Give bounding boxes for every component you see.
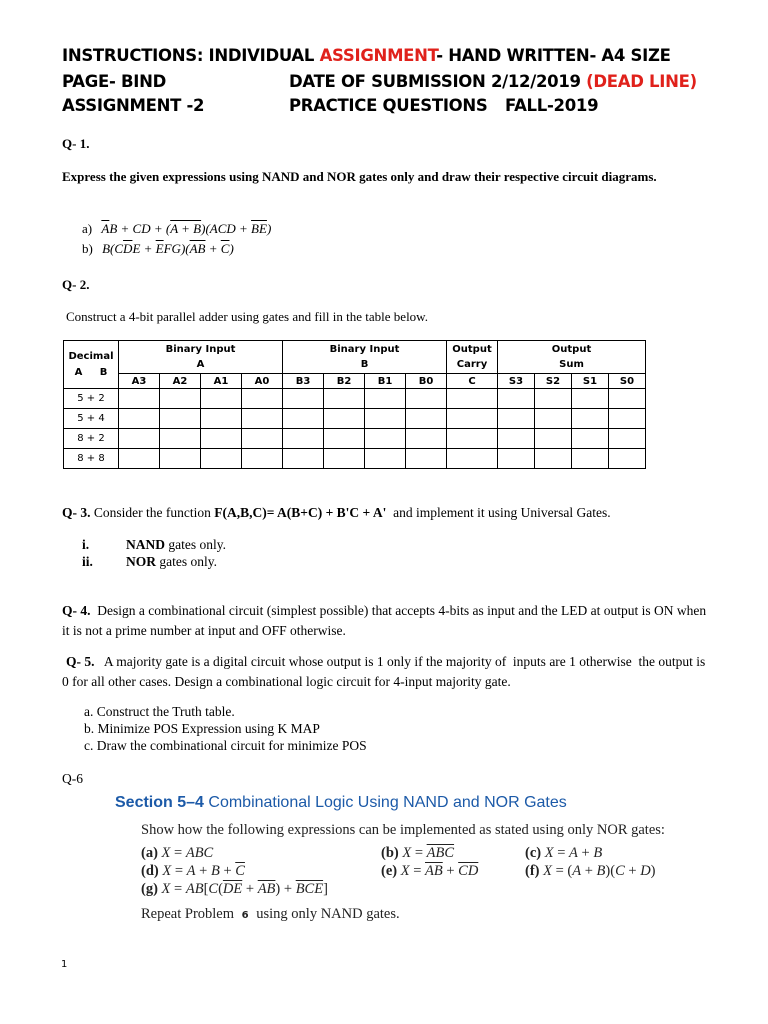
q2-label: Q- 2. xyxy=(62,277,90,292)
col-c: C xyxy=(447,374,498,389)
q6-expression-g: (g) $X = AB[C(\overline{DE} + \overline{AB}) + \overline{BCE}]$ xyxy=(141,881,328,897)
table-decimal-header xyxy=(64,341,119,389)
header-instructions: INSTRUCTIONS: INDIVIDUAL xyxy=(62,46,320,65)
q4-body: Design a combinational circuit (simplest possible) that accepts 4-bits as input and the LED at output is ON when it is not a prime number at input and OFF otherwise. xyxy=(62,603,710,638)
q5-text xyxy=(62,652,712,692)
q1-b-label: b) xyxy=(82,241,93,256)
output-carry-header xyxy=(447,341,498,374)
row-label: 8 + 8 xyxy=(64,449,119,469)
q1-a-label: a) xyxy=(82,221,93,236)
list-item: a. Construct the Truth table. xyxy=(84,704,235,719)
header-page-bind: PAGE- BIND xyxy=(62,72,166,91)
table-row xyxy=(64,429,646,449)
q3-text-post: and implement it using Universal Gates. xyxy=(386,505,611,520)
q6-expression-d: (d) $X = A + B + \overline{C}$ xyxy=(141,863,245,879)
col-s0: S0 xyxy=(609,374,646,389)
q5-label: Q- 5. xyxy=(66,654,95,669)
q6-g-label: (g) xyxy=(141,881,158,897)
q6-f-label: (f) xyxy=(525,863,540,879)
q3-ii-label: ii. xyxy=(82,554,93,569)
q5-list xyxy=(84,703,367,754)
q2-text: Construct a 4-bit parallel adder using gates and fill in the table below. xyxy=(66,309,428,324)
col-s3: S3 xyxy=(498,374,535,389)
q3-text-pre: Consider the function xyxy=(90,505,215,520)
q3-ii-rest: gates only. xyxy=(156,554,217,569)
header-submission xyxy=(289,72,697,91)
adder-table xyxy=(63,340,646,469)
a-label: A xyxy=(196,359,205,370)
table-row xyxy=(64,409,646,429)
carry-label: Carry xyxy=(456,359,488,370)
col-b1: B1 xyxy=(365,374,406,389)
decimal-label: Decimal xyxy=(68,350,114,362)
q6-e-label: (e) xyxy=(381,863,398,879)
q6-repeat-number: 6 xyxy=(241,910,249,921)
q6-repeat-post: using only NAND gates. xyxy=(252,906,400,922)
section-title: Combinational Logic Using NAND and NOR Gates xyxy=(203,794,567,811)
col-a2: A2 xyxy=(160,374,201,389)
q4-label: Q- 4. xyxy=(62,603,91,618)
q6-a-label: (a) xyxy=(141,845,158,861)
q3-i-rest: gates only. xyxy=(165,537,226,552)
q3-i-bold: NAND xyxy=(126,537,165,552)
q1-expression-a: a) $\overline{A}B$ + CD + $(A + B)(ACD + \overline{BE})$ xyxy=(82,221,272,236)
q6-expression-e: (e) $X = \overline{AB} + \overline{CD}$ xyxy=(381,863,479,879)
q6-c-label: (c) xyxy=(525,845,542,861)
col-s2: S2 xyxy=(535,374,572,389)
list-item: c. Draw the combinational circuit for minimize POS xyxy=(84,738,367,753)
q3-function: F(A,B,C)= A(B+C) + B'C + A' xyxy=(214,505,387,520)
q6-expression-c: (c) X = A + B xyxy=(525,845,603,861)
ab-label: A B xyxy=(74,366,108,378)
binary-input-label: Binary Input xyxy=(165,344,236,355)
header-handwritten: - HAND WRITTEN- A4 SIZE xyxy=(436,46,671,65)
subheader-row xyxy=(64,374,646,389)
q3-text xyxy=(62,505,611,521)
deadline-label: (DEAD LINE) xyxy=(586,72,697,91)
q6-repeat xyxy=(141,906,400,923)
col-b3: B3 xyxy=(283,374,324,389)
table-row xyxy=(64,389,646,409)
output-label: Output xyxy=(551,344,592,355)
col-b0: B0 xyxy=(406,374,447,389)
col-a1: A1 xyxy=(201,374,242,389)
submission-date: DATE OF SUBMISSION 2/12/2019 xyxy=(289,72,587,91)
header-term: FALL-2019 xyxy=(505,96,599,115)
header-assignment-red: ASSIGNMENT xyxy=(319,46,437,65)
list-item: b. Minimize POS Expression using K MAP xyxy=(84,721,320,736)
q5-body: A majority gate is a digital circuit whose output is 1 only if the majority of inputs are 1 otherwise the output is 0 for all other cases. Design a combinational logic circuit for 4-input majority gate. xyxy=(62,654,709,689)
output-sum-header xyxy=(498,341,646,374)
sum-label: Sum xyxy=(559,359,584,370)
section-heading xyxy=(115,794,567,812)
header-line-1 xyxy=(62,46,671,65)
q6-d-label: (d) xyxy=(141,863,159,879)
q6-label: Q-6 xyxy=(62,771,83,786)
output-label: Output xyxy=(452,344,492,355)
row-label: 5 + 2 xyxy=(64,389,119,409)
q6-instruction: Show how the following expressions can be implemented as stated using only NOR gates: xyxy=(141,822,665,838)
header-assignment-number: ASSIGNMENT -2 xyxy=(62,96,205,115)
q6-expression-f: (f) X = (A + B)(C + D) xyxy=(525,863,656,879)
q1-expression-b: b) $B(C\overline{D}E + \overline{E}FG)(\overline{AB} + \overline{C})$ xyxy=(82,241,234,256)
q4-text xyxy=(62,601,712,641)
q3-i-text xyxy=(126,537,226,553)
row-label: 5 + 4 xyxy=(64,409,119,429)
b-label: B xyxy=(360,359,369,370)
table-row xyxy=(64,449,646,469)
q3-ii-text xyxy=(126,554,217,570)
section-number: Section 5–4 xyxy=(115,794,204,811)
col-s1: S1 xyxy=(572,374,609,389)
q3-ii-bold: NOR xyxy=(126,554,156,569)
q6-expression-b: (b) $X = \overline{ABC}$ xyxy=(381,845,455,861)
col-a3: A3 xyxy=(119,374,160,389)
col-a0: A0 xyxy=(242,374,283,389)
q1-label: Q- 1. xyxy=(62,136,90,151)
q1-text: Express the given expressions using NAND and NOR gates only and draw their respective circuit diagrams. xyxy=(62,169,657,184)
binary-input-a-header xyxy=(119,341,283,374)
q3-i-label: i. xyxy=(82,537,90,552)
page-number: 1 xyxy=(61,959,68,970)
header-practice: PRACTICE QUESTIONS xyxy=(289,96,488,115)
binary-input-label: Binary Input xyxy=(329,344,400,355)
q6-repeat-pre: Repeat Problem xyxy=(141,906,238,922)
q3-label: Q- 3. xyxy=(62,505,91,520)
col-b2: B2 xyxy=(324,374,365,389)
row-label: 8 + 2 xyxy=(64,429,119,449)
binary-input-b-header xyxy=(283,341,447,374)
q6-expression-a: (a) X = ABC xyxy=(141,845,214,861)
q6-b-label: (b) xyxy=(381,845,399,861)
